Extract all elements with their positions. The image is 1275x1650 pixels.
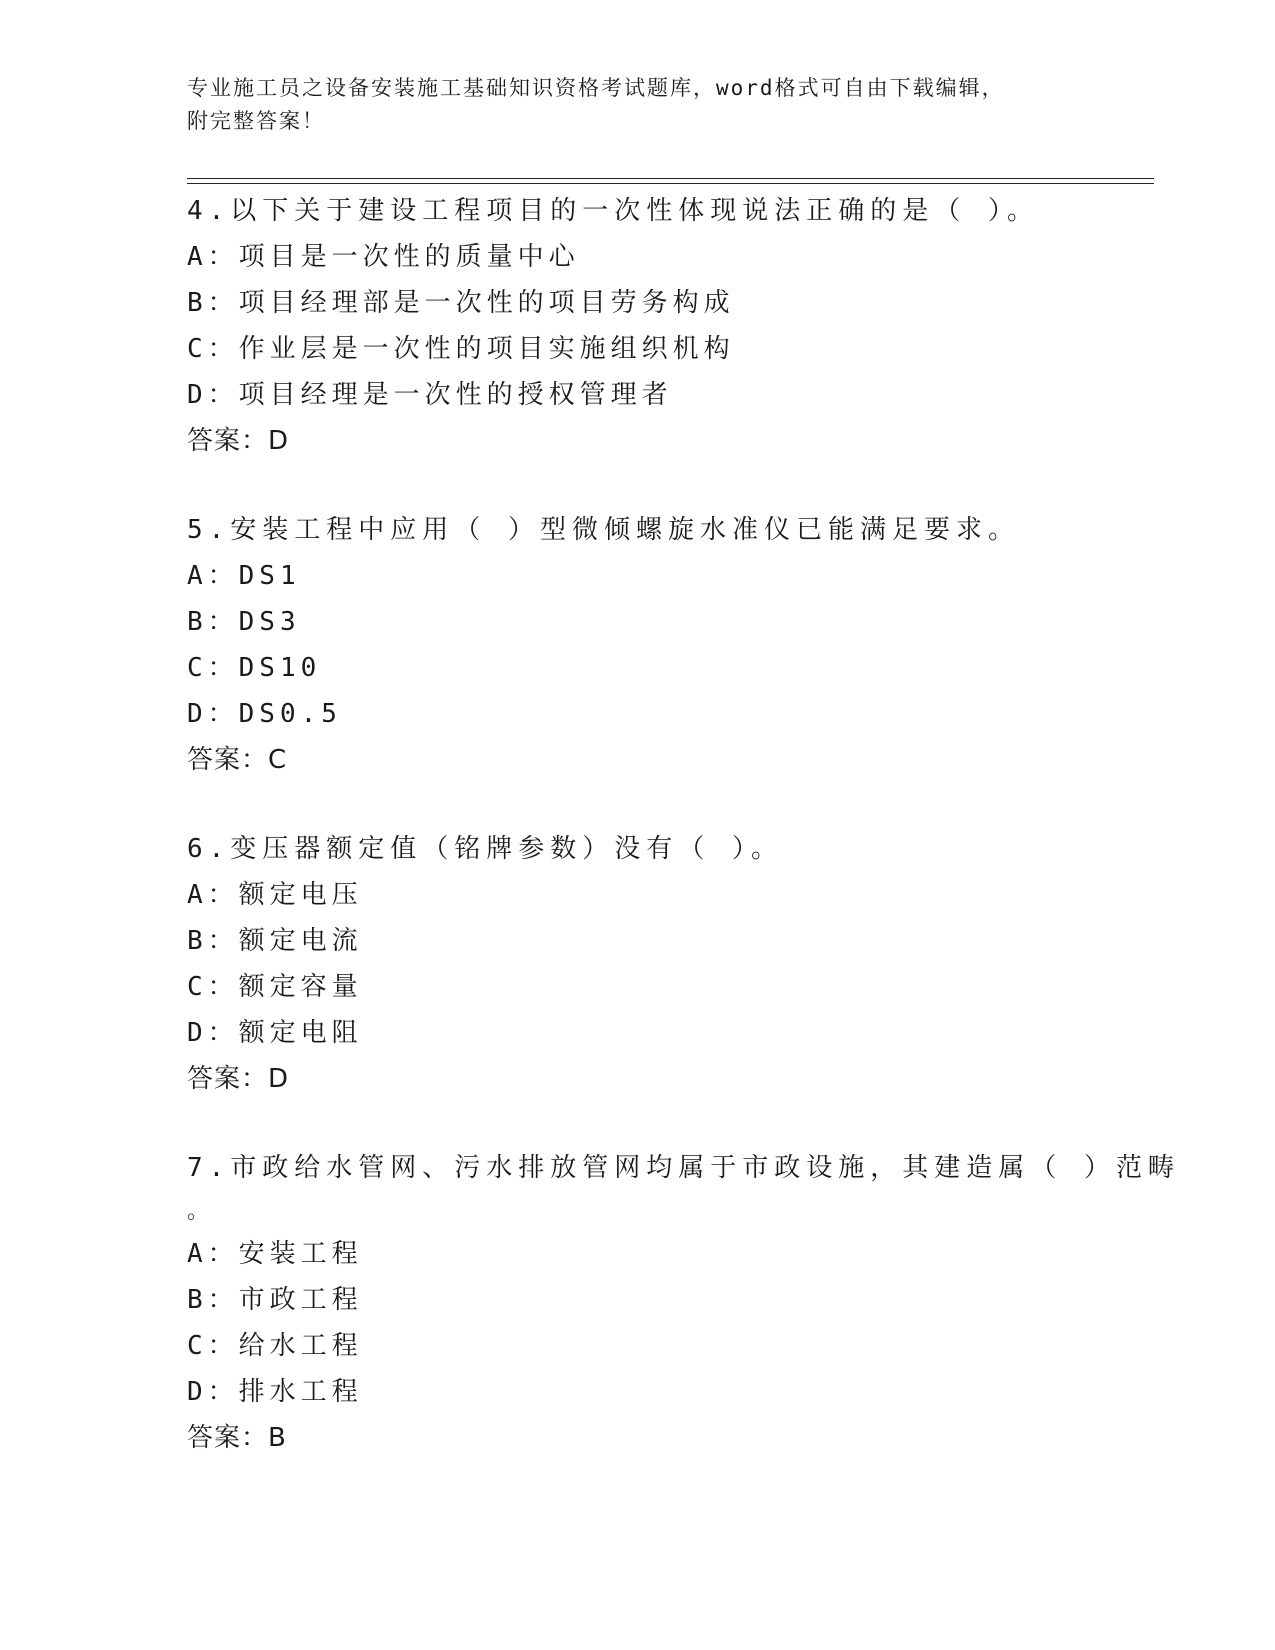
- question-4: [187, 188, 1087, 464]
- option-b: B：市政工程: [187, 1285, 363, 1315]
- answer: 答案：D: [187, 1064, 290, 1094]
- question-stem: 7.市政给水管网、污水排放管网均属于市政设施，其建造属（ ）范畴: [187, 1153, 1180, 1183]
- question-stem: 6.变压器额定值（铭牌参数）没有（ ）。: [187, 834, 783, 864]
- option-b: B：额定电流: [187, 926, 363, 956]
- header-divider-bottom: [187, 183, 1154, 184]
- option-c: C：给水工程: [187, 1331, 363, 1361]
- option-d: D：项目经理是一次性的授权管理者: [187, 380, 673, 410]
- answer: 答案：C: [187, 745, 288, 775]
- option-a: A：项目是一次性的质量中心: [187, 242, 580, 272]
- option-a: A：额定电压: [187, 880, 363, 910]
- header-line-1: 专业施工员之设备安装施工基础知识资格考试题库，word格式可自由下载编辑，: [187, 76, 1005, 100]
- document-header: [187, 72, 1087, 138]
- answer: 答案：D: [187, 426, 290, 456]
- header-divider-top: [187, 178, 1154, 179]
- option-a: A：DS1: [187, 561, 301, 591]
- option-d: D：排水工程: [187, 1377, 363, 1407]
- header-line-2: 附完整答案！: [187, 109, 325, 133]
- option-b: B：DS3: [187, 607, 301, 637]
- option-d: D：额定电阻: [187, 1018, 363, 1048]
- question-stem: 4.以下关于建设工程项目的一次性体现说法正确的是（ ）。: [187, 196, 1039, 226]
- question-stem-continuation: 。: [187, 1199, 210, 1224]
- option-c: C：作业层是一次性的项目实施组织机构: [187, 334, 735, 364]
- option-a: A：安装工程: [187, 1239, 363, 1269]
- question-stem: 5.安装工程中应用（ ）型微倾螺旋水准仪已能满足要求。: [187, 515, 1020, 545]
- question-5: [187, 507, 1087, 783]
- question-7: [187, 1145, 1180, 1461]
- option-c: C：DS10: [187, 653, 322, 683]
- question-6: [187, 826, 1087, 1102]
- option-b: B：项目经理部是一次性的项目劳务构成: [187, 288, 735, 318]
- answer: 答案：B: [187, 1423, 287, 1453]
- option-c: C：额定容量: [187, 972, 363, 1002]
- option-d: D：DS0.5: [187, 699, 342, 729]
